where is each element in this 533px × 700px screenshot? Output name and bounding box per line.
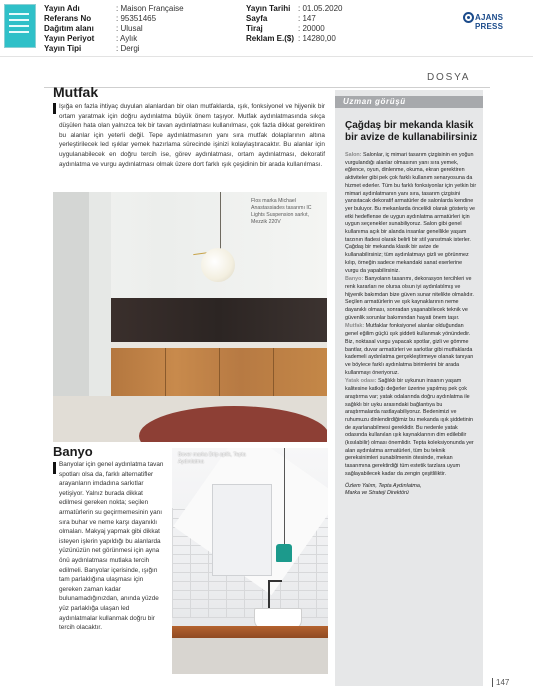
top-rule <box>44 87 490 88</box>
sidebar-title: Çağdaş bir mekanda klasik bir avize de kullanabilirsiniz <box>345 120 478 143</box>
cabinet-seam <box>165 348 166 396</box>
logo-text: AJANS PRESS <box>475 13 504 31</box>
clipping-meta-left <box>44 4 184 54</box>
meta-key: Yayın Tipi <box>44 44 82 53</box>
meta-key: Yayın Tarihi <box>246 4 291 13</box>
meta-row-reference <box>44 14 184 24</box>
meta-value: : 147 <box>298 14 316 23</box>
sidebar-paragraph <box>345 323 477 377</box>
banyo-body-text: Banyolar için genel aydınlatma tavan spotları olsa da, farklı alternatifler arayanların imdadına sarkıtlar yetişiyor. Yalnız burada dikkat edilmesi gereken nokta; seçilen armatürlerin su geçirmemesinin yanı sıra buhar ve neme karşı dayanıklı olmaları. Makyaj yapmak gibi dikkat isteyen işlerin yapıldığı bu alanlarda yüzünüzün net görünmesi için ayna önü aydınlatması mutlaka tercih edilmeli. Banyolar içerisinde, ışığın tam parlaklığına ulaşması için gereken zaman kadar bulunamadığınızdan, anında yüzde yüz parlaklığa ulaşan led aydınlatmalar kullanmak doğru bir tercih olacaktır. <box>59 461 164 632</box>
meta-key: Reklam E.($) <box>246 34 295 43</box>
teal-pendant-lamp <box>276 544 292 562</box>
sidebar-body <box>345 152 477 499</box>
page-thumbnail[interactable] <box>4 4 36 48</box>
meta-value: : 20000 <box>298 24 325 33</box>
meta-key: Yayın Adı <box>44 4 80 13</box>
section-label: DOSYA <box>427 72 471 83</box>
expert-opinion-sidebar <box>335 90 483 686</box>
meta-row-ad-value <box>246 34 378 44</box>
page-number: 147 <box>492 678 509 687</box>
meta-value: : Dergi <box>116 44 140 53</box>
globe-pendant-lamp <box>201 248 235 282</box>
mutfak-body-text: Işığa en fazla ihtiyaç duyulan alanlardan bir olan mutfaklarda, ışık, fonksiyonel ve hijyenik bir ortam yaratmak için doğru aydınlatma büyük önem taşıyor. Mutfak aydınlatmasında sıkça düşülen hata olan yalnızca tek bir tavan aydınlatması kullanılması, çok fazla dikkat gerektiren bu alanlar için yeterli değil. Tepe aydınlatmasının yanı sıra mutfak dolaplarının altına yerleştirilecek led ışıklar yemek hazırlama sürecinde işinizi kolaylaştıracaktır. Bu alanlar için uygulanabilecek en doğru tercih ise, görev aydınlatması, ortam aydınlatması, dekoratif aydınlatma ve vurgu aydınlatması olmak üzere dort farklı ışık çeşidinin bir arada kullanılması. <box>59 103 325 168</box>
kitchen-marble-backsplash <box>111 298 327 344</box>
meta-key: Dağıtım alanı <box>44 24 94 33</box>
signature-name: Özlem Yalım, Tepta Aydınlatma, <box>345 482 422 489</box>
pendant-cord <box>284 448 285 544</box>
paragraph-text: Banyoların tasarımı, dekorasyon tercihleri ve renk kararları ne olursa olsun iyi aydınlatılmış ve hijyenik bakımdan bize güven sunar nitelikte olmalıdır. Seçilen armatürlerin ve ışık kaynaklarının neme dayanıklı olması, sonradan yaşanabilecek teknik ve güvenlik sorunlar bakımından hayati önem taşır. <box>345 276 474 321</box>
meta-row-circulation <box>246 24 378 34</box>
paragraph-lead: Salon: <box>345 152 362 158</box>
thumbnail-line <box>9 31 29 33</box>
meta-row-page <box>246 14 378 24</box>
cabinet-seam <box>219 348 220 396</box>
paragraph-text: Salonlar, iç mimari tasarım çizgisinin en yoğun vurgulandığı alanlar olmasının yanı sıra yemek, eğlence, oyun, dinlenme, okuma, ekran gerektiren aktiviteler gibi pek çok farklı kullanım senaryosuna da hizmet ederler. Tüm bu farklı fonksiyonlar için yetkin bir mimari aydınlatmanın yanı sıra, tasarım çizgisini yansıtacak dekoratif armatürler de salonlarda kendine yer buluyor. Bu mekanlarda öncelikli olarak gösteriş ve etki hedeflense de uygun aydınlatma armatürleri için uygun seçenekler sunabiliyoruz. Salon gibi genel kullanıma açık bir alanda insanlar genellikle yaşam tarzının ifadesi olarak belirli bir stil yansıtmak isterler. Çağdaş bir mekanda klasik bir avize de kullanabilirsiniz; tüm aydınlatmayı gizli ve görünmez kılıp, örneğin sadece mekandaki sanat eserlerine vurgu da yapabilirsiniz. <box>345 152 477 274</box>
signature-role: Marka ve Strateji Direktörü <box>345 490 409 497</box>
faucet <box>268 580 270 610</box>
paragraph-lead: Yatak odası: <box>345 378 377 385</box>
meta-row-date <box>246 4 378 14</box>
kitchen-side-wall <box>89 192 111 396</box>
meta-value: : 95351465 <box>116 14 157 23</box>
expert-opinion-tag <box>335 96 483 108</box>
paragraph-text: Sağlıklı bir uykunun insanın yaşam kalitesine katkığı değerler üzerine yapılmış pek çok araştırma var; yatak odalarında doğru aydınlatma ile sağlıklı bir uyku arasındaki bağlantıya bu araştırmalarda rastlayabiliyoruz. Bedenimizi ve ruhumuzu dinlendirdiğimiz bu mekanda ışık şiddetinin de ayarlanabilmesi gereklidir. Bu nedenle yatak odasında kullanılan ışık kaynaklarının dim edilebilir (kısılabilir) olması önemlidir. Tepta koleksiyonunda yer alan aydınlatma armatürleri, tüm bu teknik gereksinimleri sunabilmenin ötesinde, mekan tasarımına gerektirdiği tüm estetik tarzlara uyum sağlayabilecek kadar da zengin çeşitliliktir. <box>345 378 474 477</box>
paragraph-text: Mutfaklar fonksiyonel alanlar olduğundan genel eğilim güçlü ışık şiddeti kullanmak yönündedir. Biz, noktasal vurgu yapacak spotlar, gizli ve gömme bantlar, duvar armatürleri ve sarkıtlar gibi mutfaklarda kademeli aydınlatma gerçekleştirmeye olanak tanıyan ve böylece farklı aydınlatma birimlerini bir arada kullanmayı öneriyoruz. <box>345 323 474 376</box>
meta-key: Referans No <box>44 14 92 23</box>
meta-key: Tiraj <box>246 24 263 33</box>
kitchen-photo <box>53 192 327 442</box>
meta-value: : 14280,00 <box>298 34 336 43</box>
meta-value: : Maison Française <box>116 4 184 13</box>
meta-value: : Aylık <box>116 34 138 43</box>
sidebar-signature <box>345 483 477 498</box>
ajans-press-logo-icon <box>463 12 474 23</box>
wooden-countertop <box>172 626 328 638</box>
paragraph-marker <box>53 103 56 114</box>
expert-opinion-tag-label: Uzman görüşü <box>343 97 406 106</box>
meta-row-type <box>44 44 184 54</box>
kitchen-photo-caption: Flos marka Michael Anastassiades tasarımı IC Lights Suspension sarkıt, Mezzik 220V <box>251 198 312 225</box>
meta-value: : 01.05.2020 <box>298 4 343 13</box>
bathroom-photo <box>172 448 328 674</box>
bathroom-cabinet <box>172 638 328 674</box>
mutfak-heading: Mutfak <box>53 84 99 100</box>
thumbnail-line <box>9 25 29 27</box>
thumbnail-line <box>9 19 29 21</box>
meta-row-publication <box>44 4 184 14</box>
sidebar-paragraph <box>345 378 477 478</box>
meta-row-distribution <box>44 24 184 34</box>
sidebar-paragraph <box>345 152 477 275</box>
paragraph-marker <box>53 462 56 474</box>
paragraph-lead: Mutfak: <box>345 323 365 330</box>
meta-key: Yayın Periyot <box>44 34 95 43</box>
meta-row-period <box>44 34 184 44</box>
thumbnail-line <box>9 13 29 15</box>
clipping-header <box>0 0 533 56</box>
cabinet-seam <box>273 348 274 396</box>
bathroom-photo-caption: Bover marka Drip aplik, Tepta Aydınlatma <box>178 452 246 465</box>
paragraph-lead: Banyo: <box>345 276 364 283</box>
sidebar-paragraph <box>345 276 477 322</box>
meta-key: Sayfa <box>246 14 268 23</box>
ajans-press-logo[interactable] <box>443 8 533 30</box>
pendant-cord <box>220 192 221 252</box>
meta-value: : Ulusal <box>116 24 143 33</box>
header-divider <box>0 56 533 57</box>
faucet-spout <box>268 580 282 582</box>
clipping-meta-right <box>246 4 378 44</box>
bathroom-mirror <box>212 484 272 576</box>
banyo-heading: Banyo <box>53 444 93 459</box>
